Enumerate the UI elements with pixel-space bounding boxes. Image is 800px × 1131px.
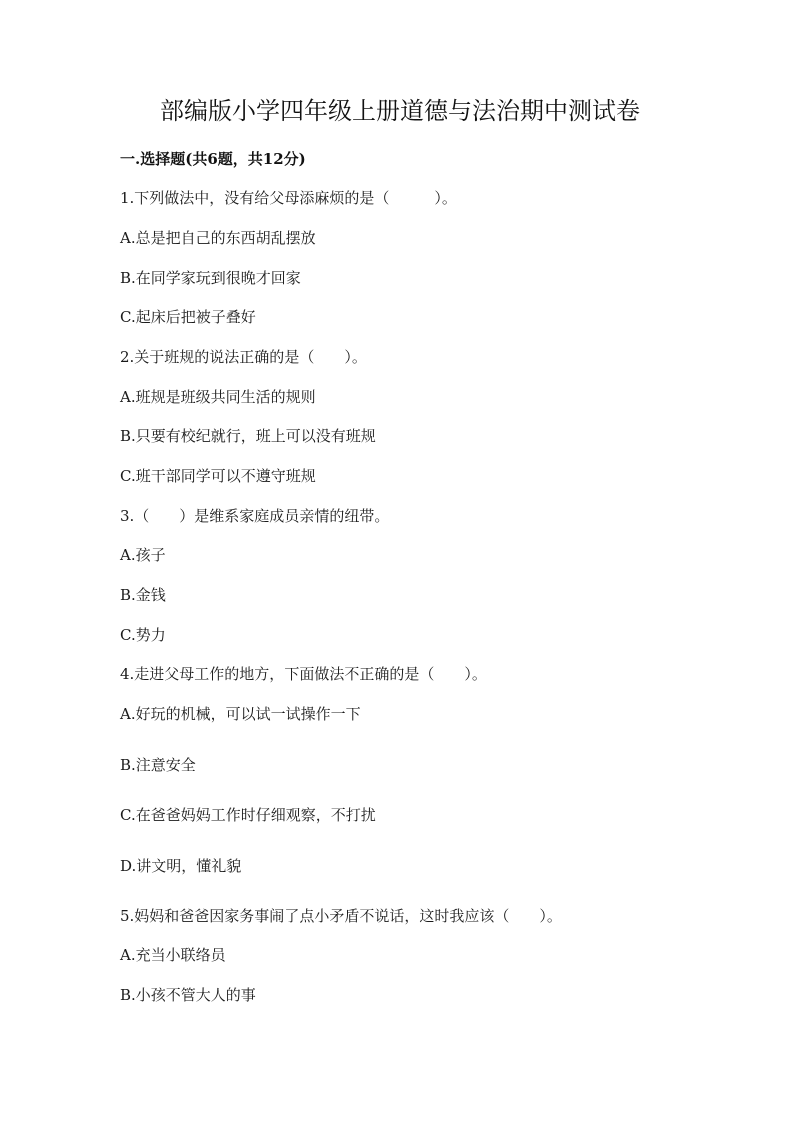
question-3: 3.（ ）是维系家庭成员亲情的纽带。	[120, 507, 390, 525]
question-2-option-b: B.只要有校纪就行，班上可以没有班规	[120, 427, 376, 445]
page-title: 部编版小学四年级上册道德与法治期中测试卷	[160, 97, 640, 125]
question-4-option-b: B.注意安全	[120, 756, 196, 774]
question-3-option-c: C.势力	[120, 626, 166, 644]
question-2-option-c: C.班干部同学可以不遵守班规	[120, 467, 316, 485]
question-4-option-d: D.讲文明，懂礼貌	[120, 857, 242, 875]
question-3-option-a: A.孩子	[120, 546, 166, 564]
question-4-option-c: C.在爸爸妈妈工作时仔细观察，不打扰	[120, 806, 376, 824]
question-2-option-a: A.班规是班级共同生活的规则	[120, 388, 316, 406]
question-5-option-a: A.充当小联络员	[120, 946, 226, 964]
question-1-option-a: A.总是把自己的东西胡乱摆放	[120, 229, 316, 247]
question-5-option-b: B.小孩不管大人的事	[120, 986, 256, 1004]
question-4-option-a: A.好玩的机械，可以试一试操作一下	[120, 705, 361, 723]
question-1: 1.下列做法中，没有给父母添麻烦的是（ ）。	[120, 189, 457, 207]
question-1-option-c: C.起床后把被子叠好	[120, 308, 256, 326]
question-3-option-b: B.金钱	[120, 586, 166, 604]
question-4: 4.走进父母工作的地方，下面做法不正确的是（ ）。	[120, 665, 487, 683]
question-5: 5.妈妈和爸爸因家务事闹了点小矛盾不说话，这时我应该（ ）。	[120, 907, 562, 925]
section-heading: 一.选择题(共6题，共12分)	[120, 150, 306, 168]
question-1-option-b: B.在同学家玩到很晚才回家	[120, 269, 301, 287]
question-2: 2.关于班规的说法正确的是（ ）。	[120, 348, 367, 366]
